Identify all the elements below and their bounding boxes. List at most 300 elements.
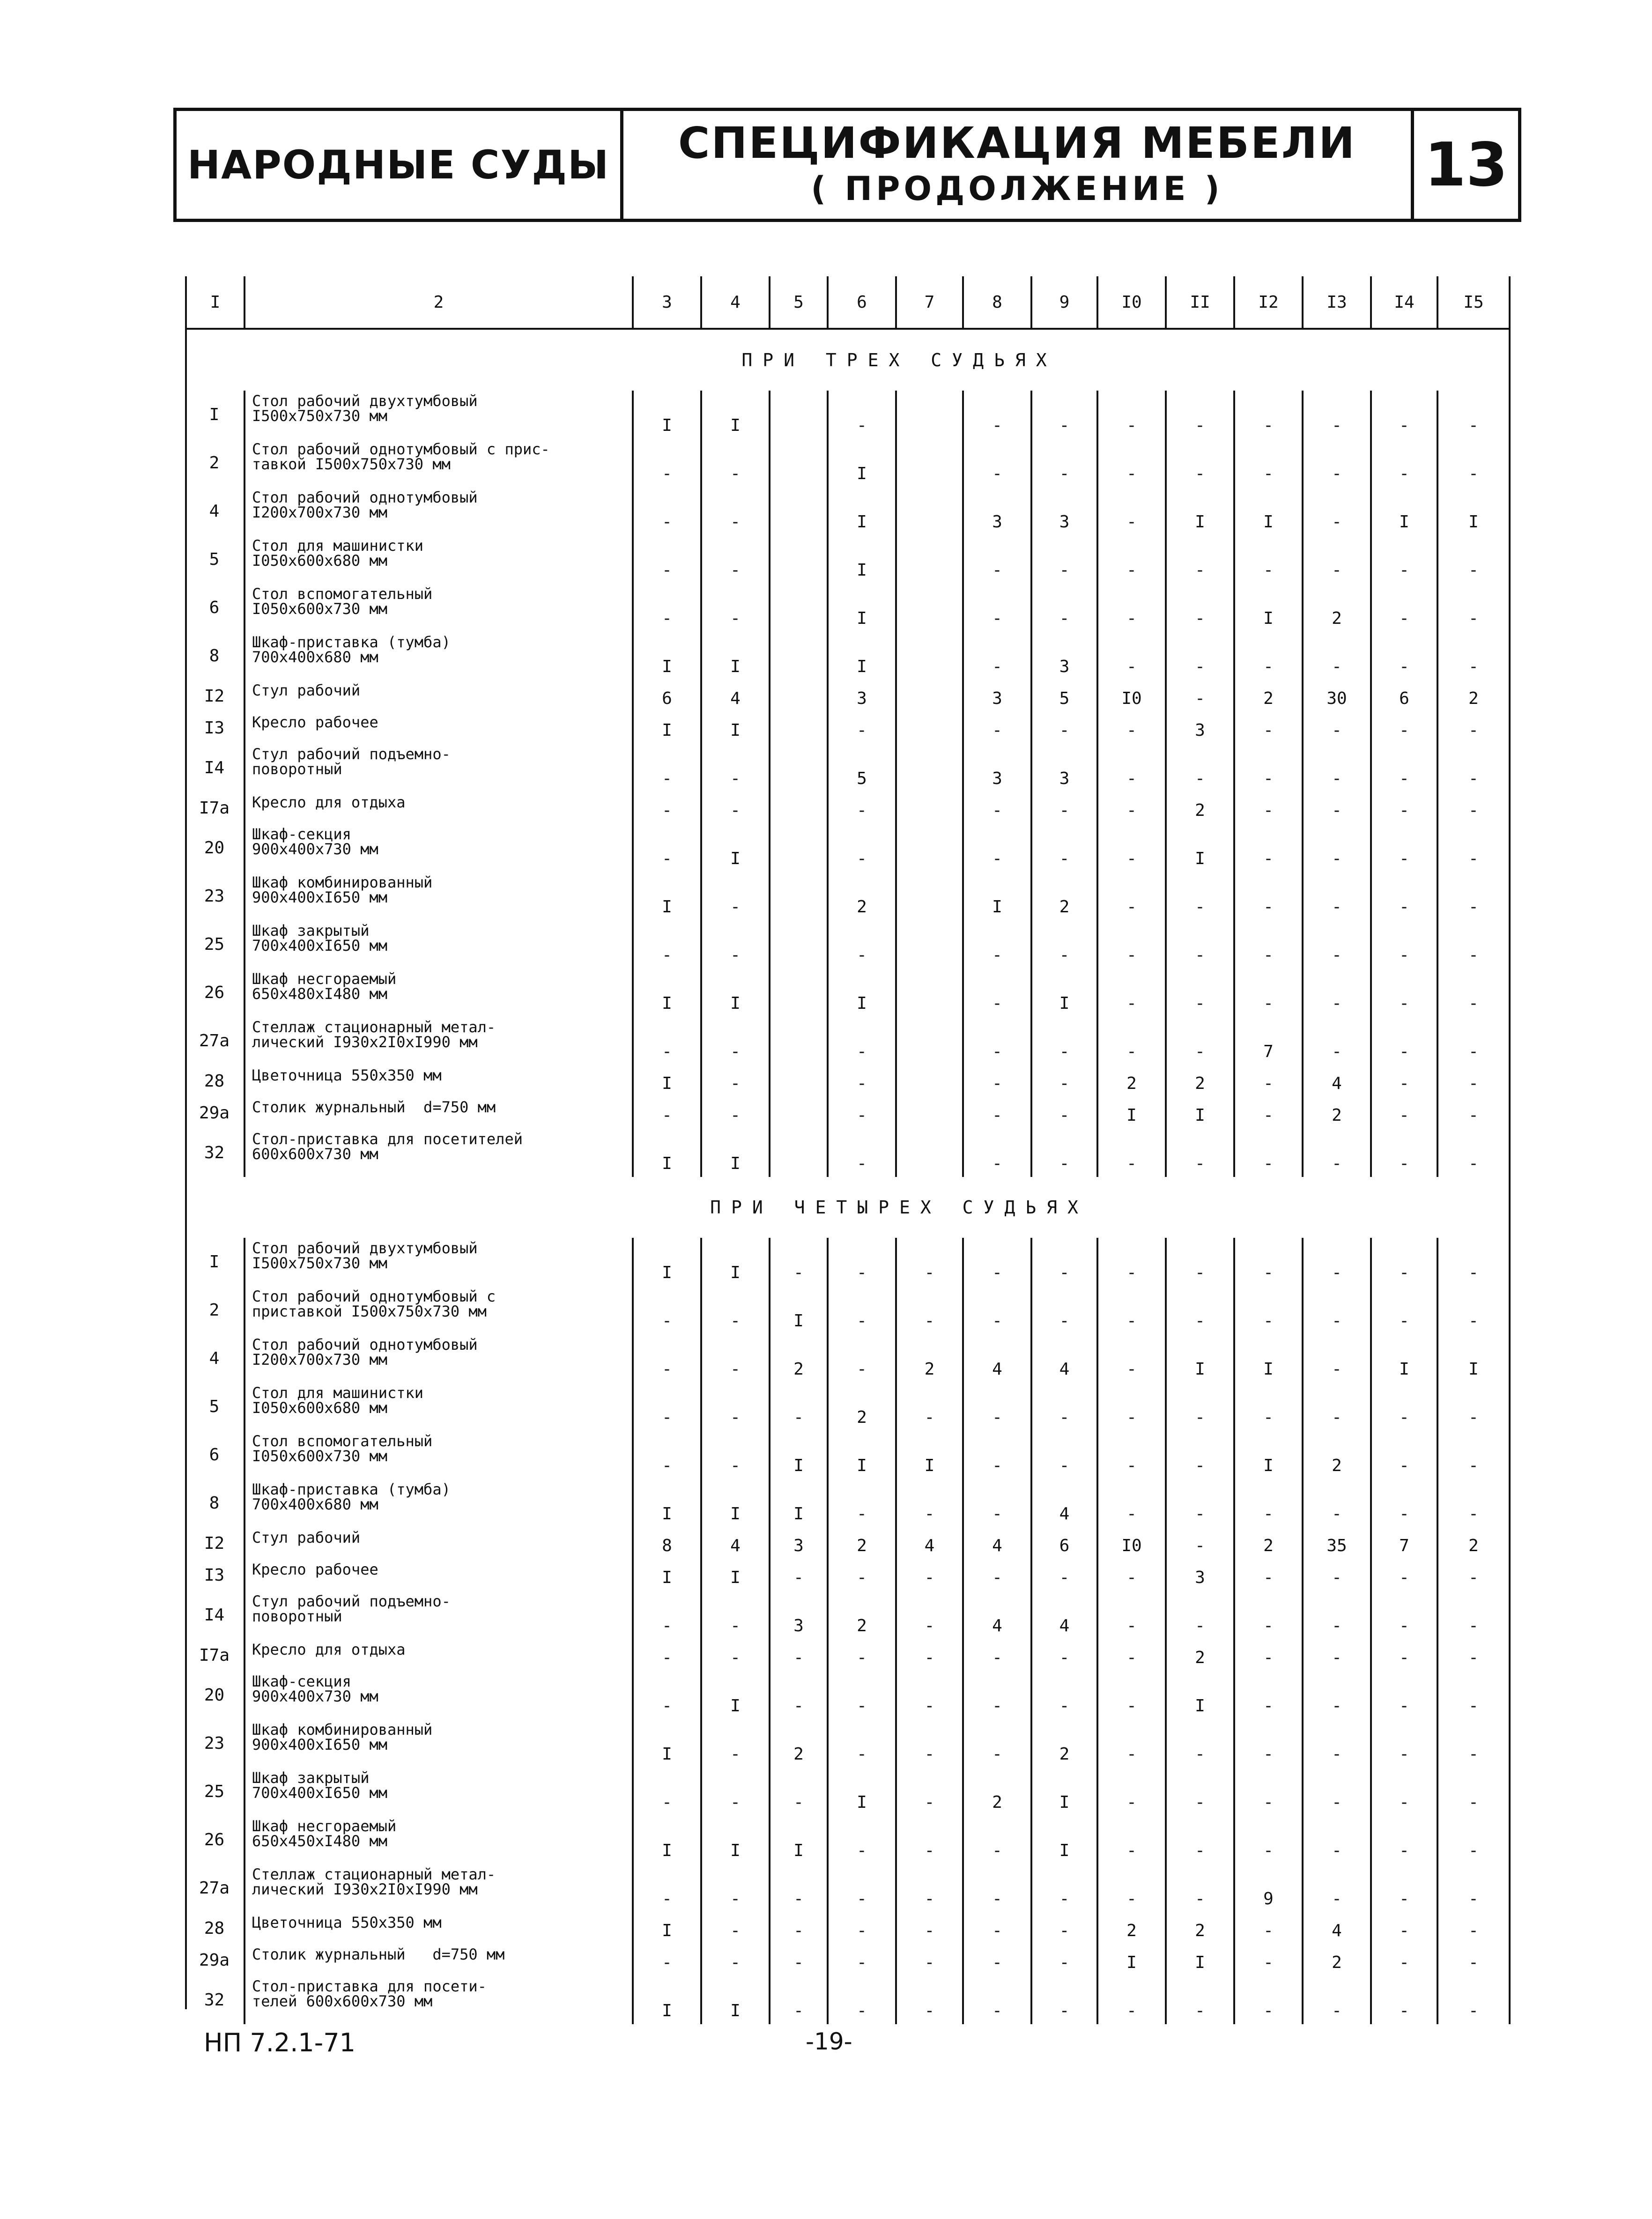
section-title: ПРИ ЧЕТЫРЕХ СУДЬЯХ — [710, 1197, 1089, 1218]
position-number: 29a — [199, 1103, 230, 1123]
table-row — [185, 1017, 1511, 1065]
quantity-cell: - — [1165, 1864, 1233, 1912]
quantity-cell — [769, 439, 827, 487]
quantity-cell: - — [632, 439, 700, 487]
quantity-cell: 3 — [962, 487, 1030, 535]
quantity-cell: 2 — [1030, 872, 1096, 920]
position-number: 25 — [204, 935, 225, 954]
quantity-cell: - — [1233, 1944, 1302, 1976]
quantity-cell: - — [700, 1864, 769, 1912]
quantity-cell: - — [1096, 1129, 1165, 1177]
quantity-cell: - — [1030, 792, 1096, 824]
item-name: Шкаф-секция 900x400x730 мм — [244, 1671, 632, 1719]
quantity-cell: - — [1165, 439, 1233, 487]
quantity-cell: - — [1302, 744, 1370, 792]
organization-cell — [177, 111, 623, 219]
quantity-cell: 2 — [1096, 1065, 1165, 1097]
quantity-cell: - — [962, 1017, 1030, 1065]
quantity-cell: - — [827, 1334, 895, 1383]
quantity-cell: - — [962, 1383, 1030, 1431]
quantity-cell: - — [895, 1768, 962, 1816]
quantity-cell: 7 — [1233, 1017, 1302, 1065]
quantity-cell: - — [700, 1944, 769, 1976]
quantity-cell: - — [1165, 920, 1233, 969]
position-number: I3 — [204, 1565, 225, 1585]
quantity-cell: - — [1302, 1591, 1370, 1639]
quantity-cell: - — [632, 1768, 700, 1816]
quantity-cell: - — [769, 1768, 827, 1816]
position-number: 2 — [209, 1301, 220, 1320]
quantity-cell: - — [1233, 1719, 1302, 1768]
quantity-cell: - — [1302, 1238, 1370, 1286]
quantity-cell: - — [962, 1129, 1030, 1177]
quantity-cell: - — [1370, 1129, 1437, 1177]
quantity-cell: I — [632, 969, 700, 1017]
quantity-cell: - — [1165, 391, 1233, 439]
quantity-cell: 6 — [1030, 1527, 1096, 1559]
quantity-cell: - — [1096, 1238, 1165, 1286]
quantity-cell: - — [962, 1671, 1030, 1719]
quantity-cell: - — [962, 1976, 1030, 2024]
quantity-cell: - — [1302, 1639, 1370, 1671]
quantity-cell: - — [632, 1671, 700, 1719]
title-block — [173, 108, 1521, 222]
quantity-cell: I — [1030, 1768, 1096, 1816]
quantity-cell: - — [1302, 439, 1370, 487]
quantity-cell: - — [1370, 1286, 1437, 1334]
table-row — [185, 1479, 1511, 1527]
quantity-cell: - — [1030, 1286, 1096, 1334]
quantity-cell: I — [827, 487, 895, 535]
quantity-cell: - — [769, 1238, 827, 1286]
quantity-cell: - — [1370, 1431, 1437, 1479]
table-row — [185, 1431, 1511, 1479]
quantity-cell: 4 — [895, 1527, 962, 1559]
quantity-cell: - — [1233, 920, 1302, 969]
item-name: Шкаф-секция 900x400x730 мм — [244, 824, 632, 872]
quantity-cell: - — [1370, 872, 1437, 920]
table-row — [185, 792, 1511, 824]
quantity-cell: - — [700, 1768, 769, 1816]
quantity-cell: - — [1370, 1768, 1437, 1816]
quantity-cell: - — [1437, 920, 1511, 969]
position-number: 20 — [204, 1686, 225, 1705]
quantity-cell: - — [1165, 1017, 1233, 1065]
quantity-cell: - — [895, 1719, 962, 1768]
table-row — [185, 1383, 1511, 1431]
quantity-cell: - — [632, 584, 700, 632]
quantity-cell: - — [895, 1816, 962, 1864]
quantity-cell: I — [700, 1816, 769, 1864]
quantity-cell: - — [1233, 1065, 1302, 1097]
quantity-cell: - — [1302, 792, 1370, 824]
quantity-cell: - — [632, 1431, 700, 1479]
item-name: Стол рабочий однотумбовый I200x700x730 мм — [244, 1334, 632, 1383]
item-name: Шкаф закрытый 700x400xI650 мм — [244, 920, 632, 969]
quantity-cell: - — [1096, 744, 1165, 792]
quantity-cell: - — [895, 1286, 962, 1334]
document-title: СПЕЦИФИКАЦИЯ МЕБЕЛИ — [678, 118, 1356, 168]
quantity-cell: - — [1370, 1864, 1437, 1912]
quantity-cell: 2 — [1165, 1065, 1233, 1097]
quantity-cell: I — [632, 1559, 700, 1591]
quantity-cell: - — [1370, 1944, 1437, 1976]
quantity-cell: - — [962, 824, 1030, 872]
quantity-cell: - — [1437, 1017, 1511, 1065]
column-header: 7 — [895, 276, 962, 328]
quantity-cell: - — [895, 1671, 962, 1719]
quantity-cell — [769, 535, 827, 584]
quantity-cell: - — [895, 1591, 962, 1639]
quantity-cell: 2 — [769, 1334, 827, 1383]
quantity-cell — [895, 712, 962, 744]
quantity-cell: - — [962, 584, 1030, 632]
column-header: 5 — [769, 276, 827, 328]
quantity-cell: - — [827, 824, 895, 872]
quantity-cell: - — [1233, 1816, 1302, 1864]
quantity-cell: - — [1030, 1431, 1096, 1479]
quantity-cell: I — [632, 1976, 700, 2024]
quantity-cell: 35 — [1302, 1527, 1370, 1559]
quantity-cell: - — [1233, 1591, 1302, 1639]
quantity-cell: - — [1096, 1816, 1165, 1864]
quantity-cell: - — [700, 439, 769, 487]
quantity-cell: - — [1096, 1864, 1165, 1912]
quantity-cell: - — [700, 1912, 769, 1944]
quantity-cell: - — [1096, 1383, 1165, 1431]
quantity-cell: - — [1096, 1017, 1165, 1065]
quantity-cell: - — [700, 1065, 769, 1097]
position-number: 25 — [204, 1782, 225, 1801]
quantity-cell: 3 — [769, 1527, 827, 1559]
quantity-cell: 3 — [1030, 632, 1096, 680]
quantity-cell: I — [827, 969, 895, 1017]
quantity-cell: 2 — [769, 1719, 827, 1768]
quantity-cell: - — [962, 1559, 1030, 1591]
quantity-cell: - — [1370, 1065, 1437, 1097]
quantity-cell: I — [1165, 487, 1233, 535]
quantity-cell: - — [1096, 792, 1165, 824]
quantity-cell: - — [1096, 1431, 1165, 1479]
quantity-cell: - — [1437, 632, 1511, 680]
quantity-cell: - — [1096, 1639, 1165, 1671]
quantity-cell: - — [632, 535, 700, 584]
quantity-cell: I — [962, 872, 1030, 920]
position-number: 2 — [209, 453, 220, 473]
quantity-cell: - — [1096, 1591, 1165, 1639]
quantity-cell: - — [962, 969, 1030, 1017]
quantity-cell — [895, 1097, 962, 1129]
quantity-cell: - — [632, 1097, 700, 1129]
quantity-cell: - — [632, 487, 700, 535]
quantity-cell: I — [700, 712, 769, 744]
position-number: 27a — [199, 1879, 230, 1898]
quantity-cell: - — [1437, 1238, 1511, 1286]
quantity-cell — [769, 920, 827, 969]
quantity-cell: - — [962, 632, 1030, 680]
quantity-cell: - — [632, 1864, 700, 1912]
quantity-cell: - — [1302, 1719, 1370, 1768]
quantity-cell: - — [769, 1912, 827, 1944]
quantity-cell: - — [1165, 1129, 1233, 1177]
quantity-cell: - — [827, 1816, 895, 1864]
table-row — [185, 632, 1511, 680]
quantity-cell: - — [700, 1017, 769, 1065]
quantity-cell — [769, 584, 827, 632]
item-name: Стол рабочий однотумбовый с приставкой I500x750x730 мм — [244, 1286, 632, 1334]
position-number: I7a — [199, 798, 230, 818]
position-number: 6 — [209, 598, 220, 617]
item-name: Шкаф несгораемый 650x450xI480 мм — [244, 1816, 632, 1864]
quantity-cell — [895, 487, 962, 535]
quantity-cell: I — [1030, 969, 1096, 1017]
quantity-cell: I — [700, 1238, 769, 1286]
quantity-cell: - — [1437, 1944, 1511, 1976]
quantity-cell: I — [827, 1431, 895, 1479]
item-name: Стул рабочий — [244, 680, 632, 712]
item-name: Стол рабочий двухтумбовый I500x750x730 мм — [244, 1238, 632, 1286]
quantity-cell: 2 — [1165, 792, 1233, 824]
table-row — [185, 1065, 1511, 1097]
quantity-cell: - — [962, 1065, 1030, 1097]
quantity-cell: - — [1370, 391, 1437, 439]
position-number: 6 — [209, 1445, 220, 1465]
quantity-cell: I0 — [1096, 680, 1165, 712]
position-number: 23 — [204, 1734, 225, 1753]
quantity-cell: - — [1030, 1383, 1096, 1431]
quantity-cell: - — [1437, 792, 1511, 824]
quantity-cell: - — [1096, 584, 1165, 632]
quantity-cell: - — [1437, 1639, 1511, 1671]
quantity-cell: - — [1233, 1238, 1302, 1286]
quantity-cell: 2 — [1165, 1912, 1233, 1944]
position-number: 4 — [209, 502, 220, 521]
quantity-cell: - — [1030, 1097, 1096, 1129]
position-number: 5 — [209, 550, 220, 569]
quantity-cell — [895, 792, 962, 824]
position-number: 8 — [209, 1494, 220, 1513]
quantity-cell: - — [632, 1017, 700, 1065]
quantity-cell — [895, 824, 962, 872]
position-number: 27a — [199, 1031, 230, 1050]
position-number: 4 — [209, 1349, 220, 1368]
quantity-cell: I — [1165, 1671, 1233, 1719]
quantity-cell: - — [1437, 1768, 1511, 1816]
quantity-cell: 3 — [1030, 487, 1096, 535]
quantity-cell: - — [962, 1944, 1030, 1976]
item-name: Столик журнальный d=750 мм — [244, 1944, 632, 1976]
quantity-cell: - — [962, 439, 1030, 487]
quantity-cell: I — [632, 1719, 700, 1768]
table-row — [185, 824, 1511, 872]
quantity-cell: - — [1233, 439, 1302, 487]
position-number: I7a — [199, 1645, 230, 1665]
quantity-cell: 2 — [1437, 680, 1511, 712]
quantity-cell: - — [1030, 1976, 1096, 2024]
quantity-cell: - — [1370, 632, 1437, 680]
quantity-cell: - — [769, 1944, 827, 1976]
quantity-cell: - — [1370, 744, 1437, 792]
quantity-cell: - — [1437, 1097, 1511, 1129]
quantity-cell: - — [1233, 1768, 1302, 1816]
position-number: 26 — [204, 1830, 225, 1849]
document-code: НП 7.2.1-71 — [204, 2028, 356, 2057]
quantity-cell: - — [1370, 1238, 1437, 1286]
quantity-cell: - — [1302, 535, 1370, 584]
quantity-cell: - — [700, 1591, 769, 1639]
quantity-cell: I — [827, 439, 895, 487]
quantity-cell: I — [700, 1479, 769, 1527]
quantity-cell: - — [1030, 584, 1096, 632]
quantity-cell: - — [1233, 792, 1302, 824]
quantity-cell — [769, 680, 827, 712]
quantity-cell: - — [1370, 1097, 1437, 1129]
column-header: II — [1165, 276, 1233, 328]
section-title: ПРИ ТРЕХ СУДЬЯХ — [741, 350, 1057, 370]
quantity-cell: - — [1370, 535, 1437, 584]
quantity-cell: - — [1437, 535, 1511, 584]
quantity-cell: - — [700, 1286, 769, 1334]
quantity-cell: I — [827, 632, 895, 680]
column-header: I3 — [1302, 276, 1370, 328]
quantity-cell: I — [632, 1816, 700, 1864]
quantity-cell: - — [1302, 824, 1370, 872]
quantity-cell: - — [1096, 1334, 1165, 1383]
quantity-cell: - — [1096, 535, 1165, 584]
item-name: Стол для машинистки I050x600x680 мм — [244, 1383, 632, 1431]
quantity-cell: - — [827, 1238, 895, 1286]
quantity-cell: - — [1165, 1591, 1233, 1639]
table-row — [185, 1944, 1511, 1976]
quantity-cell: - — [1030, 439, 1096, 487]
item-name: Стул рабочий подъемно- поворотный — [244, 1591, 632, 1639]
quantity-cell: - — [700, 1334, 769, 1383]
item-name: Кресло для отдыха — [244, 792, 632, 824]
quantity-cell: 2 — [1233, 1527, 1302, 1559]
quantity-cell: I — [632, 712, 700, 744]
quantity-cell: - — [827, 1017, 895, 1065]
quantity-cell: - — [827, 1286, 895, 1334]
quantity-cell: 2 — [1437, 1527, 1511, 1559]
quantity-cell: I — [1233, 1431, 1302, 1479]
quantity-cell: I — [1165, 1334, 1233, 1383]
quantity-cell: - — [1233, 1639, 1302, 1671]
quantity-cell: - — [700, 535, 769, 584]
quantity-cell: - — [1096, 969, 1165, 1017]
quantity-cell: - — [1370, 1816, 1437, 1864]
quantity-cell: - — [700, 792, 769, 824]
quantity-cell: - — [1370, 1976, 1437, 2024]
quantity-cell: - — [962, 1238, 1030, 1286]
quantity-cell: - — [1370, 439, 1437, 487]
quantity-cell: - — [700, 584, 769, 632]
quantity-cell: I — [632, 872, 700, 920]
quantity-cell: - — [1437, 744, 1511, 792]
table-row — [185, 584, 1511, 632]
table-row — [185, 487, 1511, 535]
quantity-cell: - — [895, 1864, 962, 1912]
quantity-cell: - — [1302, 1334, 1370, 1383]
table-row — [185, 1334, 1511, 1383]
quantity-cell: - — [700, 1431, 769, 1479]
quantity-cell: - — [1302, 1768, 1370, 1816]
quantity-cell: - — [962, 920, 1030, 969]
quantity-cell: I — [769, 1286, 827, 1334]
quantity-cell: I — [1165, 1097, 1233, 1129]
table-row — [185, 1286, 1511, 1334]
position-number: I — [209, 405, 220, 424]
quantity-cell: - — [827, 1479, 895, 1527]
quantity-cell: - — [769, 1864, 827, 1912]
item-name: Стул рабочий подъемно- поворотный — [244, 744, 632, 792]
quantity-cell: - — [1370, 1639, 1437, 1671]
quantity-cell: - — [1096, 1671, 1165, 1719]
quantity-cell: I — [700, 824, 769, 872]
quantity-cell: - — [1165, 969, 1233, 1017]
quantity-cell: - — [827, 920, 895, 969]
quantity-cell: 2 — [1302, 584, 1370, 632]
position-number: 23 — [204, 887, 225, 906]
quantity-cell: - — [1437, 1976, 1511, 2024]
quantity-cell — [895, 535, 962, 584]
quantity-cell: - — [1030, 1129, 1096, 1177]
item-name: Кресло рабочее — [244, 712, 632, 744]
quantity-cell: I — [700, 391, 769, 439]
quantity-cell: 2 — [827, 1383, 895, 1431]
quantity-cell: - — [1096, 920, 1165, 969]
quantity-cell — [769, 1017, 827, 1065]
quantity-cell: 4 — [962, 1527, 1030, 1559]
quantity-cell: - — [962, 712, 1030, 744]
table-row — [185, 1238, 1511, 1286]
quantity-cell: - — [1096, 1479, 1165, 1527]
quantity-cell: - — [962, 792, 1030, 824]
quantity-cell: I — [1370, 1334, 1437, 1383]
item-name: Шкаф-приставка (тумба) 700x400x680 мм — [244, 632, 632, 680]
quantity-cell: 4 — [1302, 1912, 1370, 1944]
quantity-cell: 4 — [1030, 1591, 1096, 1639]
quantity-cell: - — [1165, 1976, 1233, 2024]
table-row — [185, 920, 1511, 969]
quantity-cell: I — [700, 969, 769, 1017]
quantity-cell: - — [632, 1383, 700, 1431]
quantity-cell: - — [1370, 712, 1437, 744]
quantity-cell: - — [632, 1591, 700, 1639]
position-number: I2 — [204, 1533, 225, 1553]
table-row — [185, 1097, 1511, 1129]
quantity-cell: - — [1437, 1912, 1511, 1944]
quantity-cell — [769, 1129, 827, 1177]
quantity-cell: - — [1437, 391, 1511, 439]
quantity-cell: - — [632, 792, 700, 824]
quantity-cell: - — [1370, 1479, 1437, 1527]
quantity-cell: - — [1096, 1286, 1165, 1334]
quantity-cell: 9 — [1233, 1864, 1302, 1912]
quantity-cell: - — [1302, 712, 1370, 744]
quantity-cell: - — [827, 1719, 895, 1768]
quantity-cell: 5 — [827, 744, 895, 792]
item-name: Стол рабочий однотумбовый с прис- тавкой I500x750x730 мм — [244, 439, 632, 487]
quantity-cell: I — [827, 1768, 895, 1816]
position-number: I — [209, 1252, 220, 1272]
position-number: 28 — [204, 1918, 225, 1938]
quantity-cell — [769, 824, 827, 872]
quantity-cell — [895, 584, 962, 632]
page-number: -19- — [806, 2028, 852, 2055]
table-row — [185, 1527, 1511, 1559]
quantity-cell: - — [962, 1097, 1030, 1129]
table-row — [185, 1559, 1511, 1591]
